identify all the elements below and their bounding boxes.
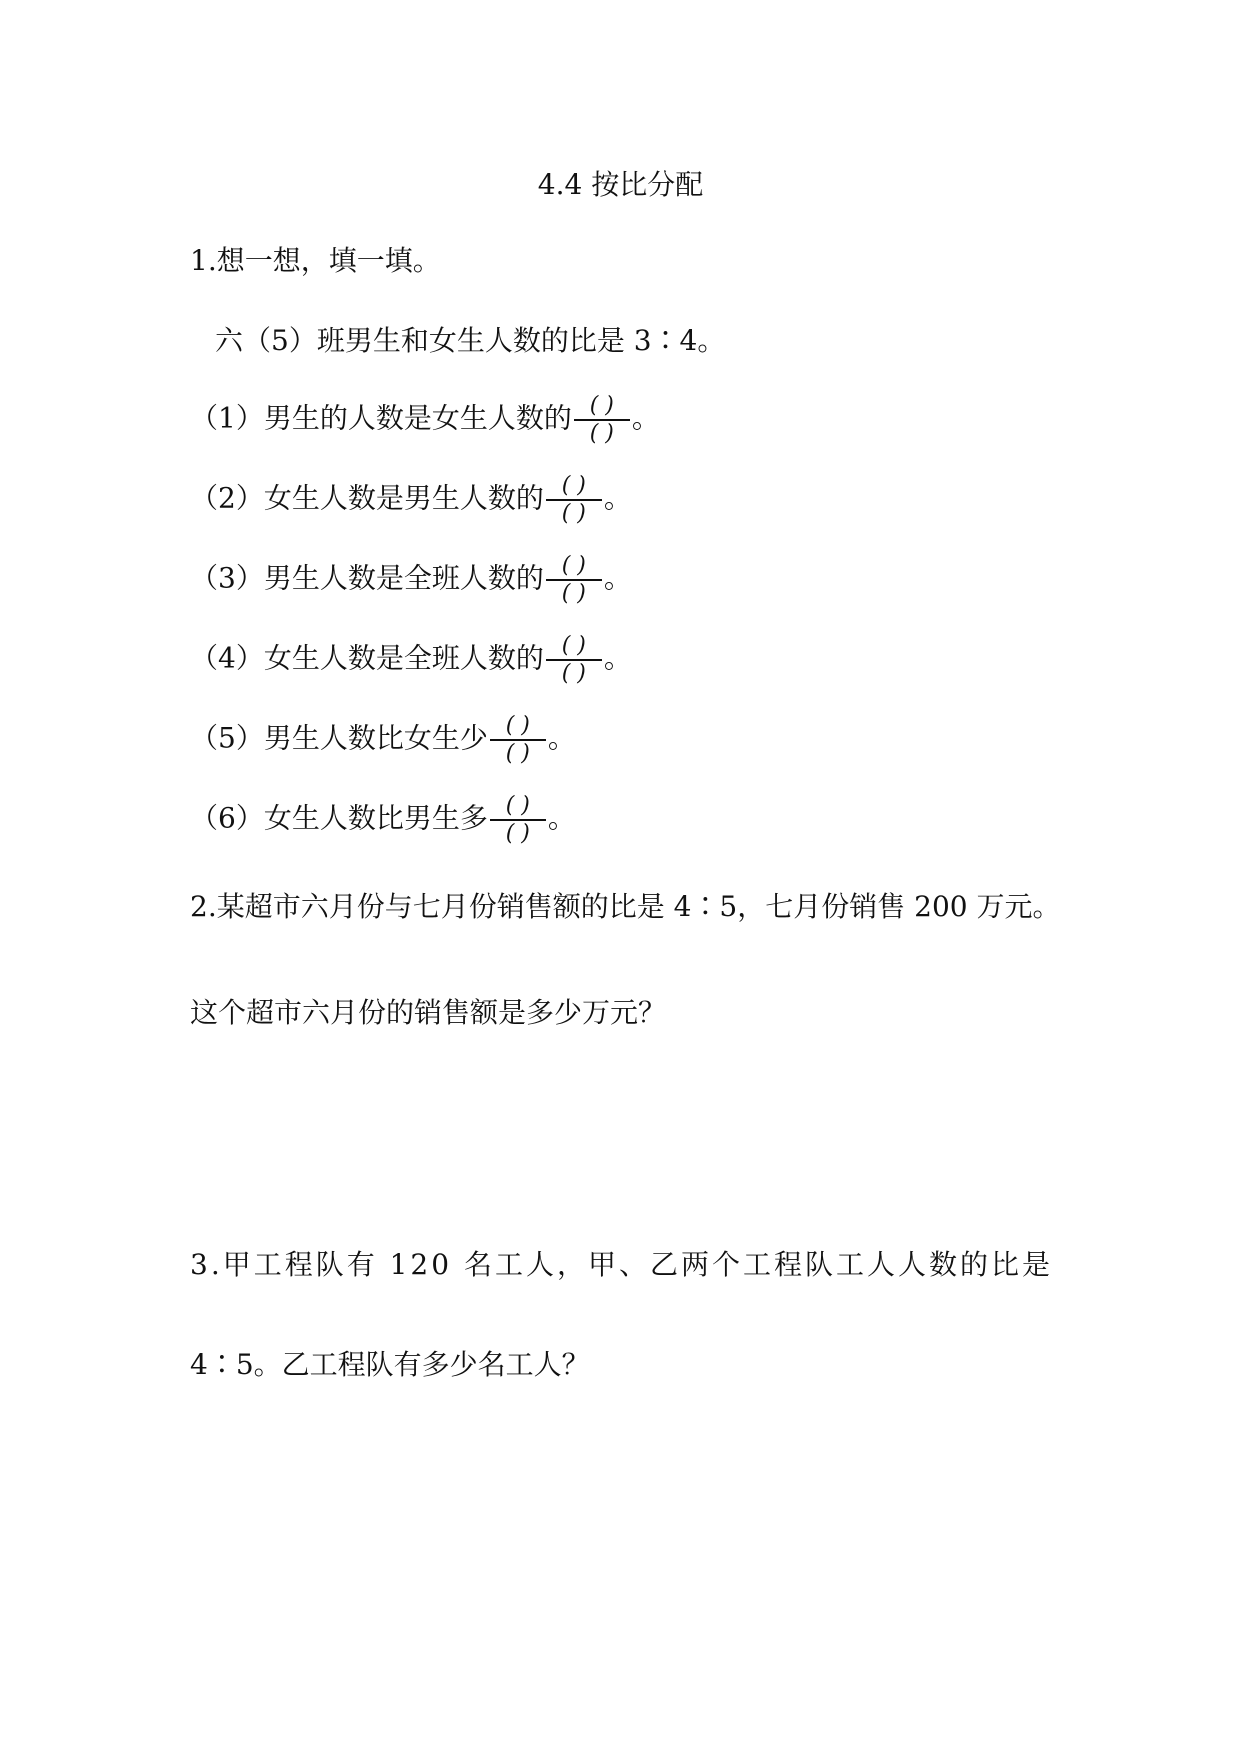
- question-1-item-5: [190, 714, 576, 766]
- item-text: （2）女生人数是男生人数的: [190, 481, 544, 515]
- item-text: （4）女生人数是全班人数的: [190, 641, 544, 675]
- question-1-item-4: [190, 634, 632, 686]
- question-1-item-3: [190, 554, 632, 606]
- item-text: （6）女生人数比男生多: [190, 801, 488, 835]
- numerator-blank[interactable]: ( ): [505, 713, 530, 738]
- denominator-blank[interactable]: ( ): [505, 821, 530, 846]
- denominator-blank[interactable]: ( ): [561, 661, 586, 686]
- question-1-item-2: [190, 474, 632, 526]
- numerator-blank[interactable]: ( ): [561, 473, 586, 498]
- item-end: 。: [603, 481, 632, 515]
- fraction-blank[interactable]: [546, 554, 602, 606]
- numerator-blank[interactable]: ( ): [561, 553, 586, 578]
- item-end: 。: [547, 801, 576, 835]
- item-text: （5）男生人数比女生少: [190, 721, 488, 755]
- item-text: （3）男生人数是全班人数的: [190, 561, 544, 595]
- denominator-blank[interactable]: ( ): [561, 581, 586, 606]
- question-1-item-6: [190, 794, 576, 846]
- question-1-intro: 六（5）班男生和女生人数的比是 3∶4。: [215, 324, 726, 357]
- item-end: 。: [603, 641, 632, 675]
- question-2-line-1: 2.某超市六月份与七月份销售额的比是 4∶5，七月份销售 200 万元。: [190, 890, 1061, 923]
- fraction-blank[interactable]: [574, 394, 630, 446]
- fraction-blank[interactable]: [490, 794, 546, 846]
- fraction-blank[interactable]: [546, 474, 602, 526]
- numerator-blank[interactable]: ( ): [561, 633, 586, 658]
- question-1-heading: 1.想一想，填一填。: [190, 244, 441, 277]
- denominator-blank[interactable]: ( ): [561, 501, 586, 526]
- page-title: 4.4 按比分配: [537, 168, 704, 201]
- question-1-item-1: [190, 394, 660, 446]
- fraction-blank[interactable]: [490, 714, 546, 766]
- numerator-blank[interactable]: ( ): [589, 393, 614, 418]
- item-end: 。: [603, 561, 632, 595]
- denominator-blank[interactable]: ( ): [505, 741, 530, 766]
- item-text: （1）男生的人数是女生人数的: [190, 401, 572, 435]
- fraction-blank[interactable]: [546, 634, 602, 686]
- item-end: 。: [631, 401, 660, 435]
- question-3-line-2: 4∶5。乙工程队有多少名工人？: [190, 1348, 590, 1381]
- question-2-line-2: 这个超市六月份的销售额是多少万元？: [190, 996, 667, 1029]
- numerator-blank[interactable]: ( ): [505, 793, 530, 818]
- question-3-line-1: 3.甲工程队有 120 名工人，甲、乙两个工程队工人人数的比是: [190, 1248, 1053, 1281]
- item-end: 。: [547, 721, 576, 755]
- denominator-blank[interactable]: ( ): [589, 421, 614, 446]
